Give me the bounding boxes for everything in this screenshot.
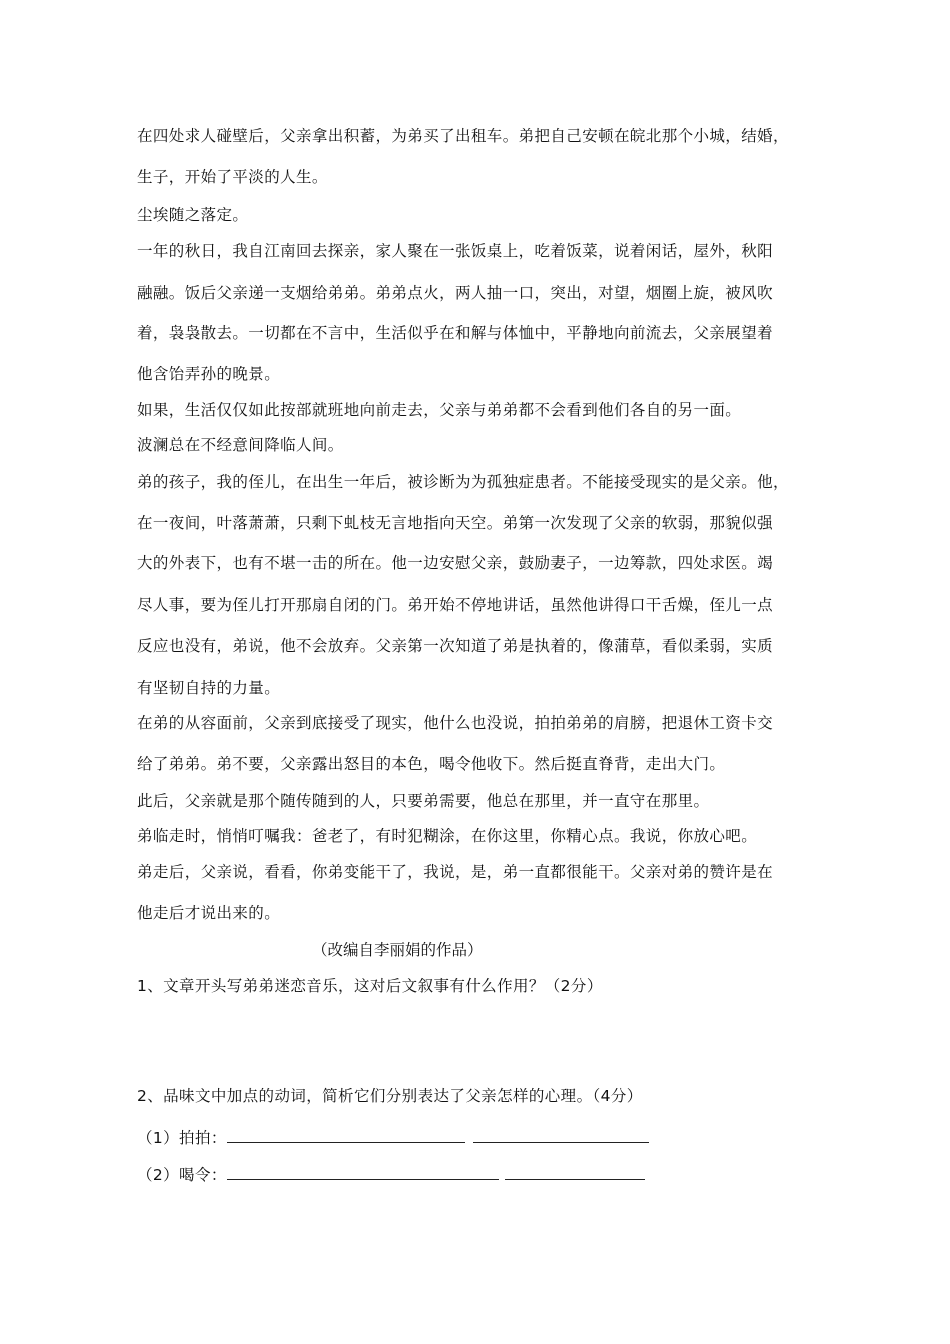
passage-line: 融融。饭后父亲递一支烟给弟弟。弟弟点火，两人抽一口，突出，对望，烟圈上旋，被风吹 xyxy=(137,284,774,302)
passage-line: 在一夜间，叶落萧萧，只剩下虬枝无言地指向天空。弟第一次发现了父亲的软弱，那貌似强 xyxy=(137,514,774,532)
answer-label-2: （2）喝令： xyxy=(137,1166,227,1184)
answer-line-2 xyxy=(137,1163,645,1185)
passage-line: 生子，开始了平淡的人生。 xyxy=(137,168,328,186)
passage-line: 大的外表下，也有不堪一击的所在。他一边安慰父亲，鼓励妻子，一边筹款，四处求医。竭 xyxy=(137,554,774,572)
answer-blank[interactable] xyxy=(227,1163,499,1180)
passage-line: 弟临走时，悄悄叮嘱我：爸老了，有时犯糊涂，在你这里，你精心点。我说，你放心吧。 xyxy=(137,827,758,845)
passage-line: 他含饴弄孙的晚景。 xyxy=(137,365,281,383)
answer-blank[interactable] xyxy=(227,1126,465,1143)
passage-line: 此后，父亲就是那个随传随到的人，只要弟需要，他总在那里，并一直守在那里。 xyxy=(137,792,710,810)
passage-line: 弟的孩子，我的侄儿，在出生一年后，被诊断为为孤独症患者。不能接受现实的是父亲。他， xyxy=(137,473,789,491)
passage-line: 他走后才说出来的。 xyxy=(137,904,281,922)
passage-line: 波澜总在不经意间降临人间。 xyxy=(137,436,344,454)
passage-line: 在弟的从容面前，父亲到底接受了现实，他什么也没说，拍拍弟弟的肩膀，把退休工资卡交 xyxy=(137,714,774,732)
answer-blank[interactable] xyxy=(505,1163,645,1180)
passage-line: 给了弟弟。弟不要，父亲露出怒目的本色，喝令他收下。然后挺直脊背，走出大门。 xyxy=(137,755,726,773)
passage-line: 反应也没有，弟说，他不会放弃。父亲第一次知道了弟是执着的，像蒲草，看似柔弱，实质 xyxy=(137,637,774,655)
passage-line: 一年的秋日，我自江南回去探亲，家人聚在一张饭桌上，吃着饭菜，说着闲话，屋外，秋阳 xyxy=(137,242,774,260)
question-2: 2、品味文中加点的动词，简析它们分别表达了父亲怎样的心理。（4分） xyxy=(137,1087,643,1105)
passage-line: 尽人事，要为侄儿打开那扇自闭的门。弟开始不停地讲话，虽然他讲得口干舌燥，侄儿一点 xyxy=(137,596,774,614)
passage-line: 如果，生活仅仅如此按部就班地向前走去，父亲与弟弟都不会看到他们各自的另一面。 xyxy=(137,401,742,419)
passage-line: 尘埃随之落定。 xyxy=(137,206,249,224)
question-1: 1、文章开头写弟弟迷恋音乐，这对后文叙事有什么作用？（2分） xyxy=(137,977,603,995)
answer-blank[interactable] xyxy=(473,1126,649,1143)
passage-line: 着，袅袅散去。一切都在不言中，生活似乎在和解与体恤中，平静地向前流去，父亲展望着 xyxy=(137,324,774,342)
passage-line: 弟走后，父亲说，看看，你弟变能干了，我说，是，弟一直都很能干。父亲对弟的赞许是在 xyxy=(137,863,774,881)
passage-line: 在四处求人碰壁后，父亲拿出积蓄，为弟买了出租车。弟把自己安顿在皖北那个小城，结婚， xyxy=(137,127,789,145)
passage-line: 有坚韧自持的力量。 xyxy=(137,679,281,697)
answer-label-1: （1）拍拍： xyxy=(137,1129,227,1147)
answer-line-1 xyxy=(137,1126,649,1148)
source-note: （改编自李丽娟的作品） xyxy=(312,941,483,959)
